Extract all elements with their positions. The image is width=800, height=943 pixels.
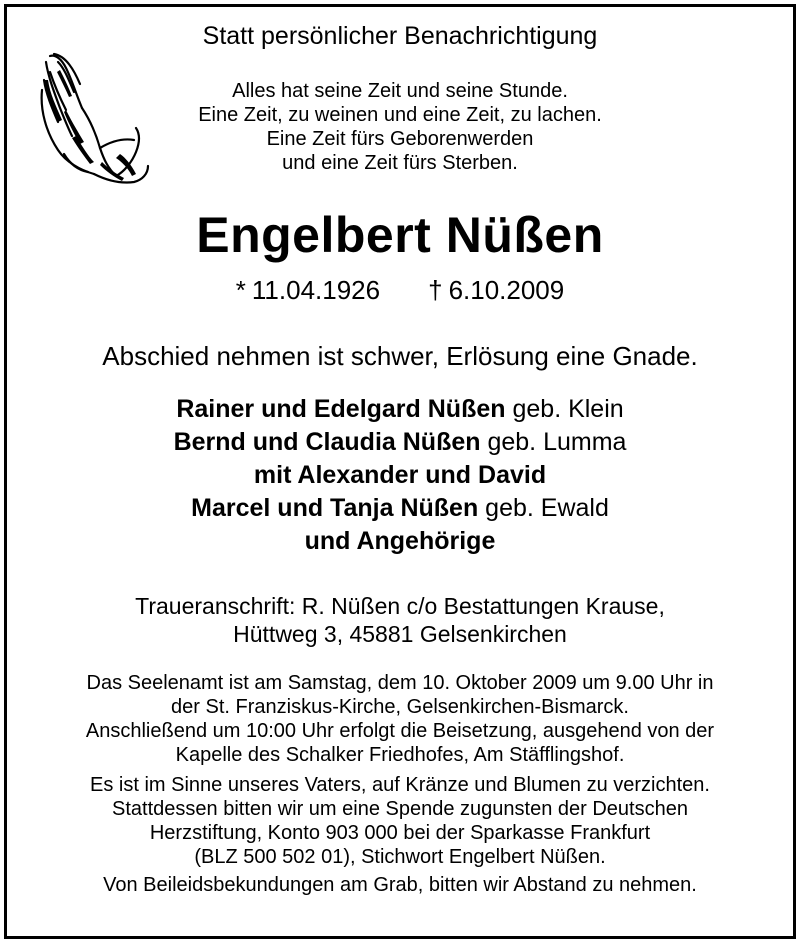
service-notice <box>0 671 800 897</box>
family-list <box>0 393 800 558</box>
family-names: und Angehörige <box>304 527 496 555</box>
family-names: mit Alexander und David <box>253 461 547 489</box>
donation-line: Es ist im Sinne unseres Vaters, auf Kränze und Blumen zu verzichten. <box>90 774 710 796</box>
service-line: Kapelle des Schalker Friedhofes, Am Stäfflingshof. <box>175 744 625 766</box>
mourning-address <box>0 592 800 648</box>
family-names: Rainer und Edelgard Nüßen <box>176 395 506 423</box>
motto-verse <box>0 79 800 175</box>
death-date: 6.10.2009 <box>448 275 565 305</box>
donation-line: Stattdessen bitten wir um eine Spende zugunsten der Deutschen <box>112 798 688 820</box>
family-maiden: geb. Ewald <box>478 494 609 522</box>
family-line <box>0 525 800 558</box>
family-names: Marcel und Tanja Nüßen <box>191 494 479 522</box>
family-maiden: geb. Lumma <box>480 428 627 456</box>
family-names: Bernd und Claudia Nüßen <box>173 428 481 456</box>
service-line: der St. Franziskus-Kirche, Gelsenkirchen-Bismarck. <box>171 696 629 718</box>
family-line <box>0 459 800 492</box>
address-line: Traueranschrift: R. Nüßen c/o Bestattungen Krause, <box>135 593 665 619</box>
birth-symbol: * <box>235 275 246 305</box>
motto-line: und eine Zeit fürs Sterben. <box>282 152 518 174</box>
family-line <box>0 393 800 426</box>
motto-line: Alles hat seine Zeit und seine Stunde. <box>232 80 568 102</box>
death-symbol: † <box>428 275 443 305</box>
birth-date: 11.04.1926 <box>251 275 381 305</box>
donation-line: Herzstiftung, Konto 903 000 bei der Sparkasse Frankfurt <box>149 822 651 844</box>
motto-line: Eine Zeit, zu weinen und eine Zeit, zu lachen. <box>198 104 602 126</box>
life-dates <box>0 275 800 306</box>
donation-line: (BLZ 500 502 01), Stichwort Engelbert Nüßen. <box>194 846 606 868</box>
deceased-name: Engelbert Nüßen <box>196 207 604 263</box>
farewell-quote: Abschied nehmen ist schwer, Erlösung eine Gnade. <box>102 341 698 371</box>
family-line <box>0 426 800 459</box>
condolence-line: Von Beileidsbekundungen am Grab, bitten wir Abstand zu nehmen. <box>103 874 697 896</box>
motto-line: Eine Zeit fürs Geborenwerden <box>266 128 534 150</box>
service-line: Das Seelenamt ist am Samstag, dem 10. Oktober 2009 um 9.00 Uhr in <box>86 672 714 694</box>
header-text: Statt persönlicher Benachrichtigung <box>202 22 598 50</box>
family-maiden: geb. Klein <box>505 395 624 423</box>
service-line: Anschließend um 10:00 Uhr erfolgt die Beisetzung, ausgehend von der <box>85 720 715 742</box>
family-line <box>0 492 800 525</box>
address-line: Hüttweg 3, 45881 Gelsenkirchen <box>233 621 567 647</box>
